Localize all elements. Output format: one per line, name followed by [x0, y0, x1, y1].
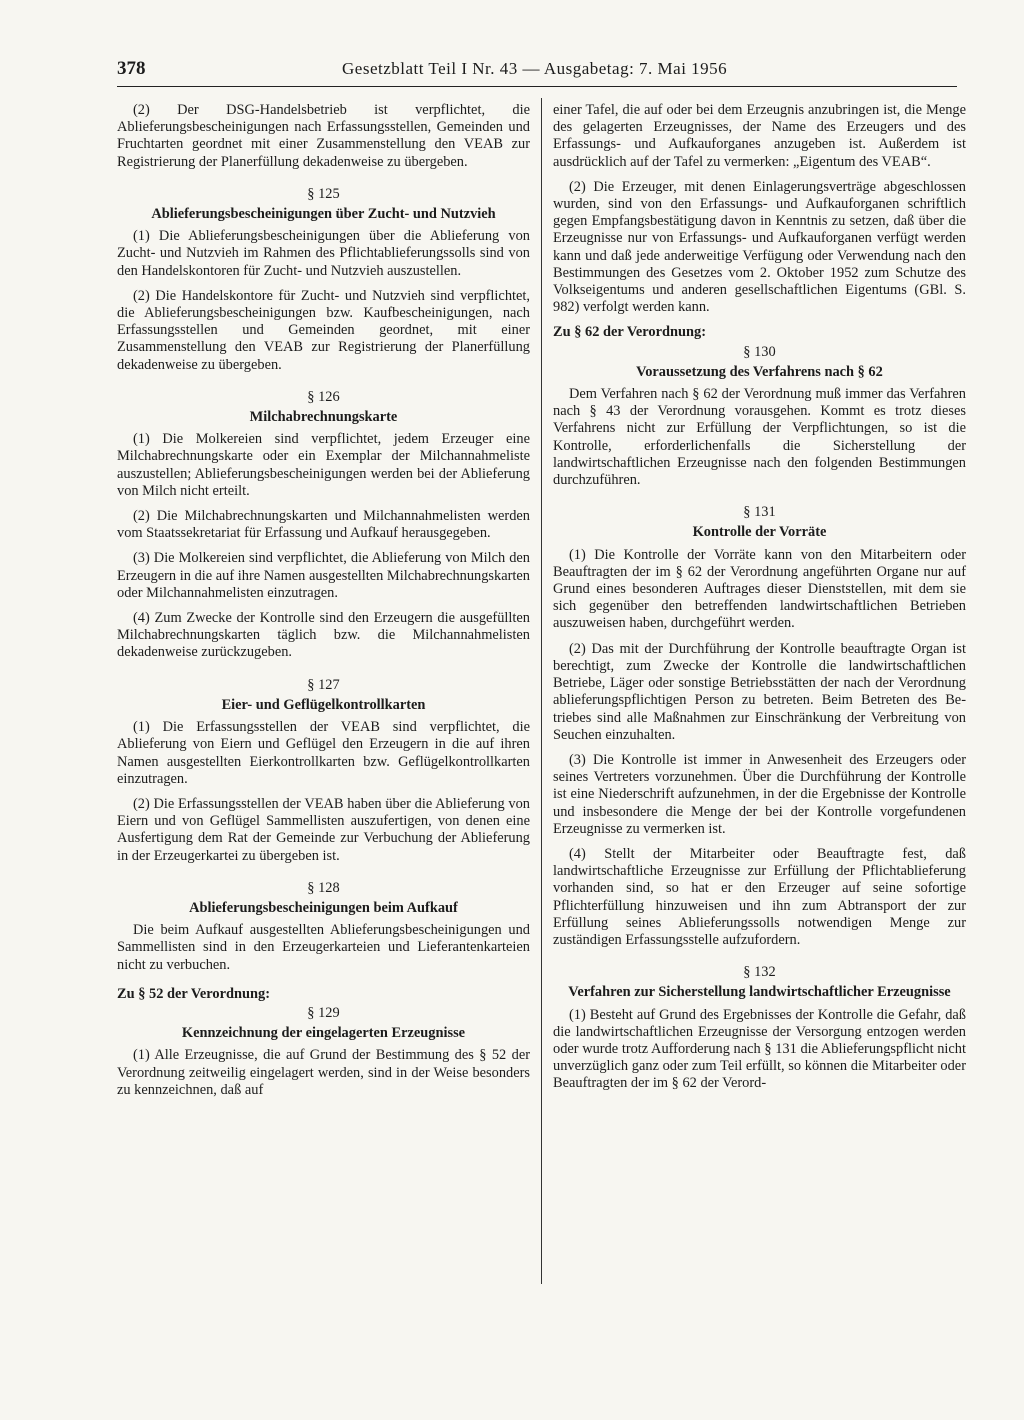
section-heading-129: Kennzeichnung der eingelagerten Erzeugnisse	[181, 1025, 466, 1042]
section-number-126: § 126	[307, 388, 340, 405]
right-column	[553, 102, 966, 1101]
section-heading-131: Kontrolle der Vorräte	[692, 524, 827, 541]
section-number-125: § 125	[307, 185, 340, 202]
regulation-reference-62: Zu § 62 der Verordnung:	[553, 324, 707, 341]
paragraph: (1) Alle Erzeugnisse, die auf Grund der Bestimmung des § 52 der Verordnung zeitweilig eingelagert werden, sind in der Weise besonders zu kennzeichnen, daß auf	[117, 1047, 530, 1098]
paragraph: (1) Die Kontrolle der Vorräte kann von den Mitarbeitern oder Beauftragten der im § 62 der Verordnung angeführten Organe nur auf Grund eines besonderen Auftrages dieser Dienststellen, mit dem sie sich gegenüber den betreffenden landwirtschaftlichen Betrieben auszuweisen haben, durchgeführt werden.	[553, 546, 966, 632]
paragraph: (1) Die Molkereien sind verpflichtet, jedem Erzeuger eine Milchabrechnungskarte oder ein Exemplar der Milchannahmeliste auszustellen; Ablieferungsbescheinigungen werden bei der Ablieferung von Milch nicht erteilt.	[117, 431, 530, 499]
paragraph: (2) Das mit der Durchführung der Kontrolle beauftragte Organ ist berechtigt, zum Zwecke der Kontrolle die landwirtschaftlichen Betriebe, Läger oder sonstige Betriebsstätten der nach der Verordnung ablieferungspflichtigen Person zu betreten. Beim Betreten des Betriebes sind alle Maßnahmen zur Einschränkung der Verbreitung von Seuchen einzuhalten.	[553, 640, 966, 743]
section-number-127: § 127	[307, 676, 340, 693]
paragraph: (4) Zum Zwecke der Kontrolle sind den Erzeugern die ausgefüllten Milchabrechnungskarten täglich bzw. die Milchannahmelisten dekadenweise zurückzugeben.	[117, 610, 530, 661]
paragraph-129-continued: einer Tafel, die auf oder bei dem Erzeugnis anzubringen ist, die Menge des gelagerten Erzeugnisses, der Name des Erzeugers und des Erfassungs- und Aufkauforganes anzugeben ist. Außerdem ist ausdrücklich auf der Tafel zu vermerken: „Eigentum des VEAB“.	[553, 102, 966, 170]
paragraph: (2) Die Milchabrechnungskarten und Milchannahmelisten werden vom Staatssekretariat für Erfassung und Aufkauf herausgegeben.	[117, 508, 530, 542]
section-number-129: § 129	[307, 1004, 340, 1021]
paragraph-124-2: (2) Der DSG-Handelsbetrieb ist verpflichtet, die Ablieferungsbescheinigungen nach Erfassungsstellen, Gemeinden und Fruchtarten geordnet mit einer Zusammenstellung den VEAB zur Registrierung der Planerfüllung dekadenweise zu übergeben.	[117, 102, 530, 170]
page-number: 378	[117, 58, 146, 79]
paragraph: (3) Die Molkereien sind verpflichtet, die Ablieferung von Milch den Erzeugern in die auf ihre Namen ausgestellten Milchabrechnungskarten oder Milchannahmelisten einzutragen.	[117, 550, 530, 601]
section-heading-125: Ablieferungsbescheinigungen über Zucht- und Nutzvieh	[151, 206, 496, 223]
section-heading-126: Milchabrechnungskarte	[249, 409, 398, 426]
regulation-reference-52: Zu § 52 der Verordnung:	[117, 985, 271, 1002]
paragraph: (3) Die Kontrolle ist immer in Anwesenheit des Erzeugers oder seines Vertreters vorzunehmen. Über die Durchführung der Kontrolle ist eine Niederschrift aufzunehmen, in der die Ergebnisse der Kontrolle und insbesondere die Menge der bei der Kontrolle vorgefundenen Erzeugnisse zu vermerken ist.	[553, 751, 966, 837]
paragraph: (2) Die Erfassungsstellen der VEAB haben über die Ablieferung von Eiern und von Geflügel Sammellisten auszufertigen, von denen eine Ausfertigung dem Rat der Gemeinde zur Verbuchung der Ablieferung in der Erzeugerkartei zu übergeben ist.	[117, 795, 530, 864]
section-heading-132: Verfahren zur Sicherstellung landwirtschaftlicher Erzeugnisse	[568, 984, 951, 1001]
paragraph: Dem Verfahren nach § 62 der Verordnung muß immer das Verfahren nach § 43 der Verordnung vorausgehen. Kommt es trotz dieses Verfahrens nicht zur Erfüllung der Verpflichtungen, so ist die Kontrolle, erforderlichenfalls die Sicherstellung der landwirtschaftlichen Erzeugnisse nach den folgenden Bestimmungen durchzuführen.	[553, 386, 966, 489]
section-number-128: § 128	[307, 879, 340, 896]
section-number-131: § 131	[743, 504, 776, 521]
section-heading-128: Ablieferungsbescheinigungen beim Aufkauf	[189, 899, 458, 916]
column-divider	[541, 98, 542, 1284]
section-number-130: § 130	[743, 343, 776, 360]
paragraph: (4) Stellt der Mitarbeiter oder Beauftragte fest, daß landwirtschaftliche Erzeugnisse zur Erfüllung der Pflichtablieferung vorhanden sind, so hat er den Erzeuger auf seine sofortige Pflichterfüllung hinzuweisen und ihn zum Abtransport der zur Erfüllung seines Ablieferungssolls notwendigen Menge zur zuständigen Erfassungsstelle aufzufordern.	[553, 845, 966, 948]
paragraph: Die beim Aufkauf ausgestellten Ablieferungsbescheinigungen und Sammellisten sind in den Erzeugerkarteien und Lieferantenkarteien nicht zu verbuchen.	[117, 922, 530, 973]
paragraph: (1) Besteht auf Grund des Ergebnisses der Kontrolle die Gefahr, daß die landwirtschaftlichen Erzeugnisse der Versorgung entzogen werden oder wurde trotz Aufforderung nach § 131 die Ablieferungspflicht nicht unverzüglich ganz oder zum Teil erfüllt, so können die Mitarbeiter oder Beauftragten der im § 62 der Verord-	[553, 1006, 966, 1092]
paragraph: (1) Die Ablieferungsbescheinigungen über die Ablieferung von Zucht- und Nutzvieh im Rahmen des Pflichtablieferungssolls sind von den Handelskontoren für Zucht- und Nutzvieh auszustellen.	[117, 228, 530, 279]
paragraph-129-2: (2) Die Erzeuger, mit denen Einlagerungsverträge abgeschlossen wurden, sind von den Erfassungs- und Aufkauforganen schriftlich gegen Empfangsbestätigung davon in Kenntnis zu setzen, daß über die Erzeugnisse nur von Erfassungs- und Aufkauforganen verfügt werden kann und daß jede anderweitige Verfügung oder Verwendung nach den Bestimmungen des Gesetzes vom 2. Oktober 1952 zum Schutze des Volkseigentums und anderen gesellschaftlichen Eigentums (GBl. S. 982) verfolgt werden kann.	[553, 178, 966, 316]
paragraph: (1) Die Erfassungsstellen der VEAB sind verpflichtet, die Ablieferung von Eiern und Geflügel den Erzeugern in die auf ihren Namen ausgestellten Eierkontrollkarten bzw. Geflügelkontrollkarten einzutragen.	[117, 719, 530, 787]
section-heading-127: Eier- und Geflügelkontrollkarten	[221, 696, 426, 713]
section-heading-130: Voraussetzung des Verfahrens nach § 62	[636, 363, 883, 380]
left-column	[117, 102, 530, 1107]
paragraph: (2) Die Handelskontore für Zucht- und Nutzvieh sind verpflichtet, die Ablieferungsbescheinigungen bzw. Kaufbescheinigungen, nach Erfassungsstellen und Gemeinden geordnet, mit einer Zusammenstellung den VEAB zur Registrierung der Planerfüllung dekadenweise zu übergeben.	[117, 287, 530, 373]
running-title: Gesetzblatt Teil I Nr. 43 — Ausgabetag: 7. Mai 1956	[342, 59, 728, 78]
page-header	[117, 58, 957, 87]
section-number-132: § 132	[743, 964, 776, 981]
